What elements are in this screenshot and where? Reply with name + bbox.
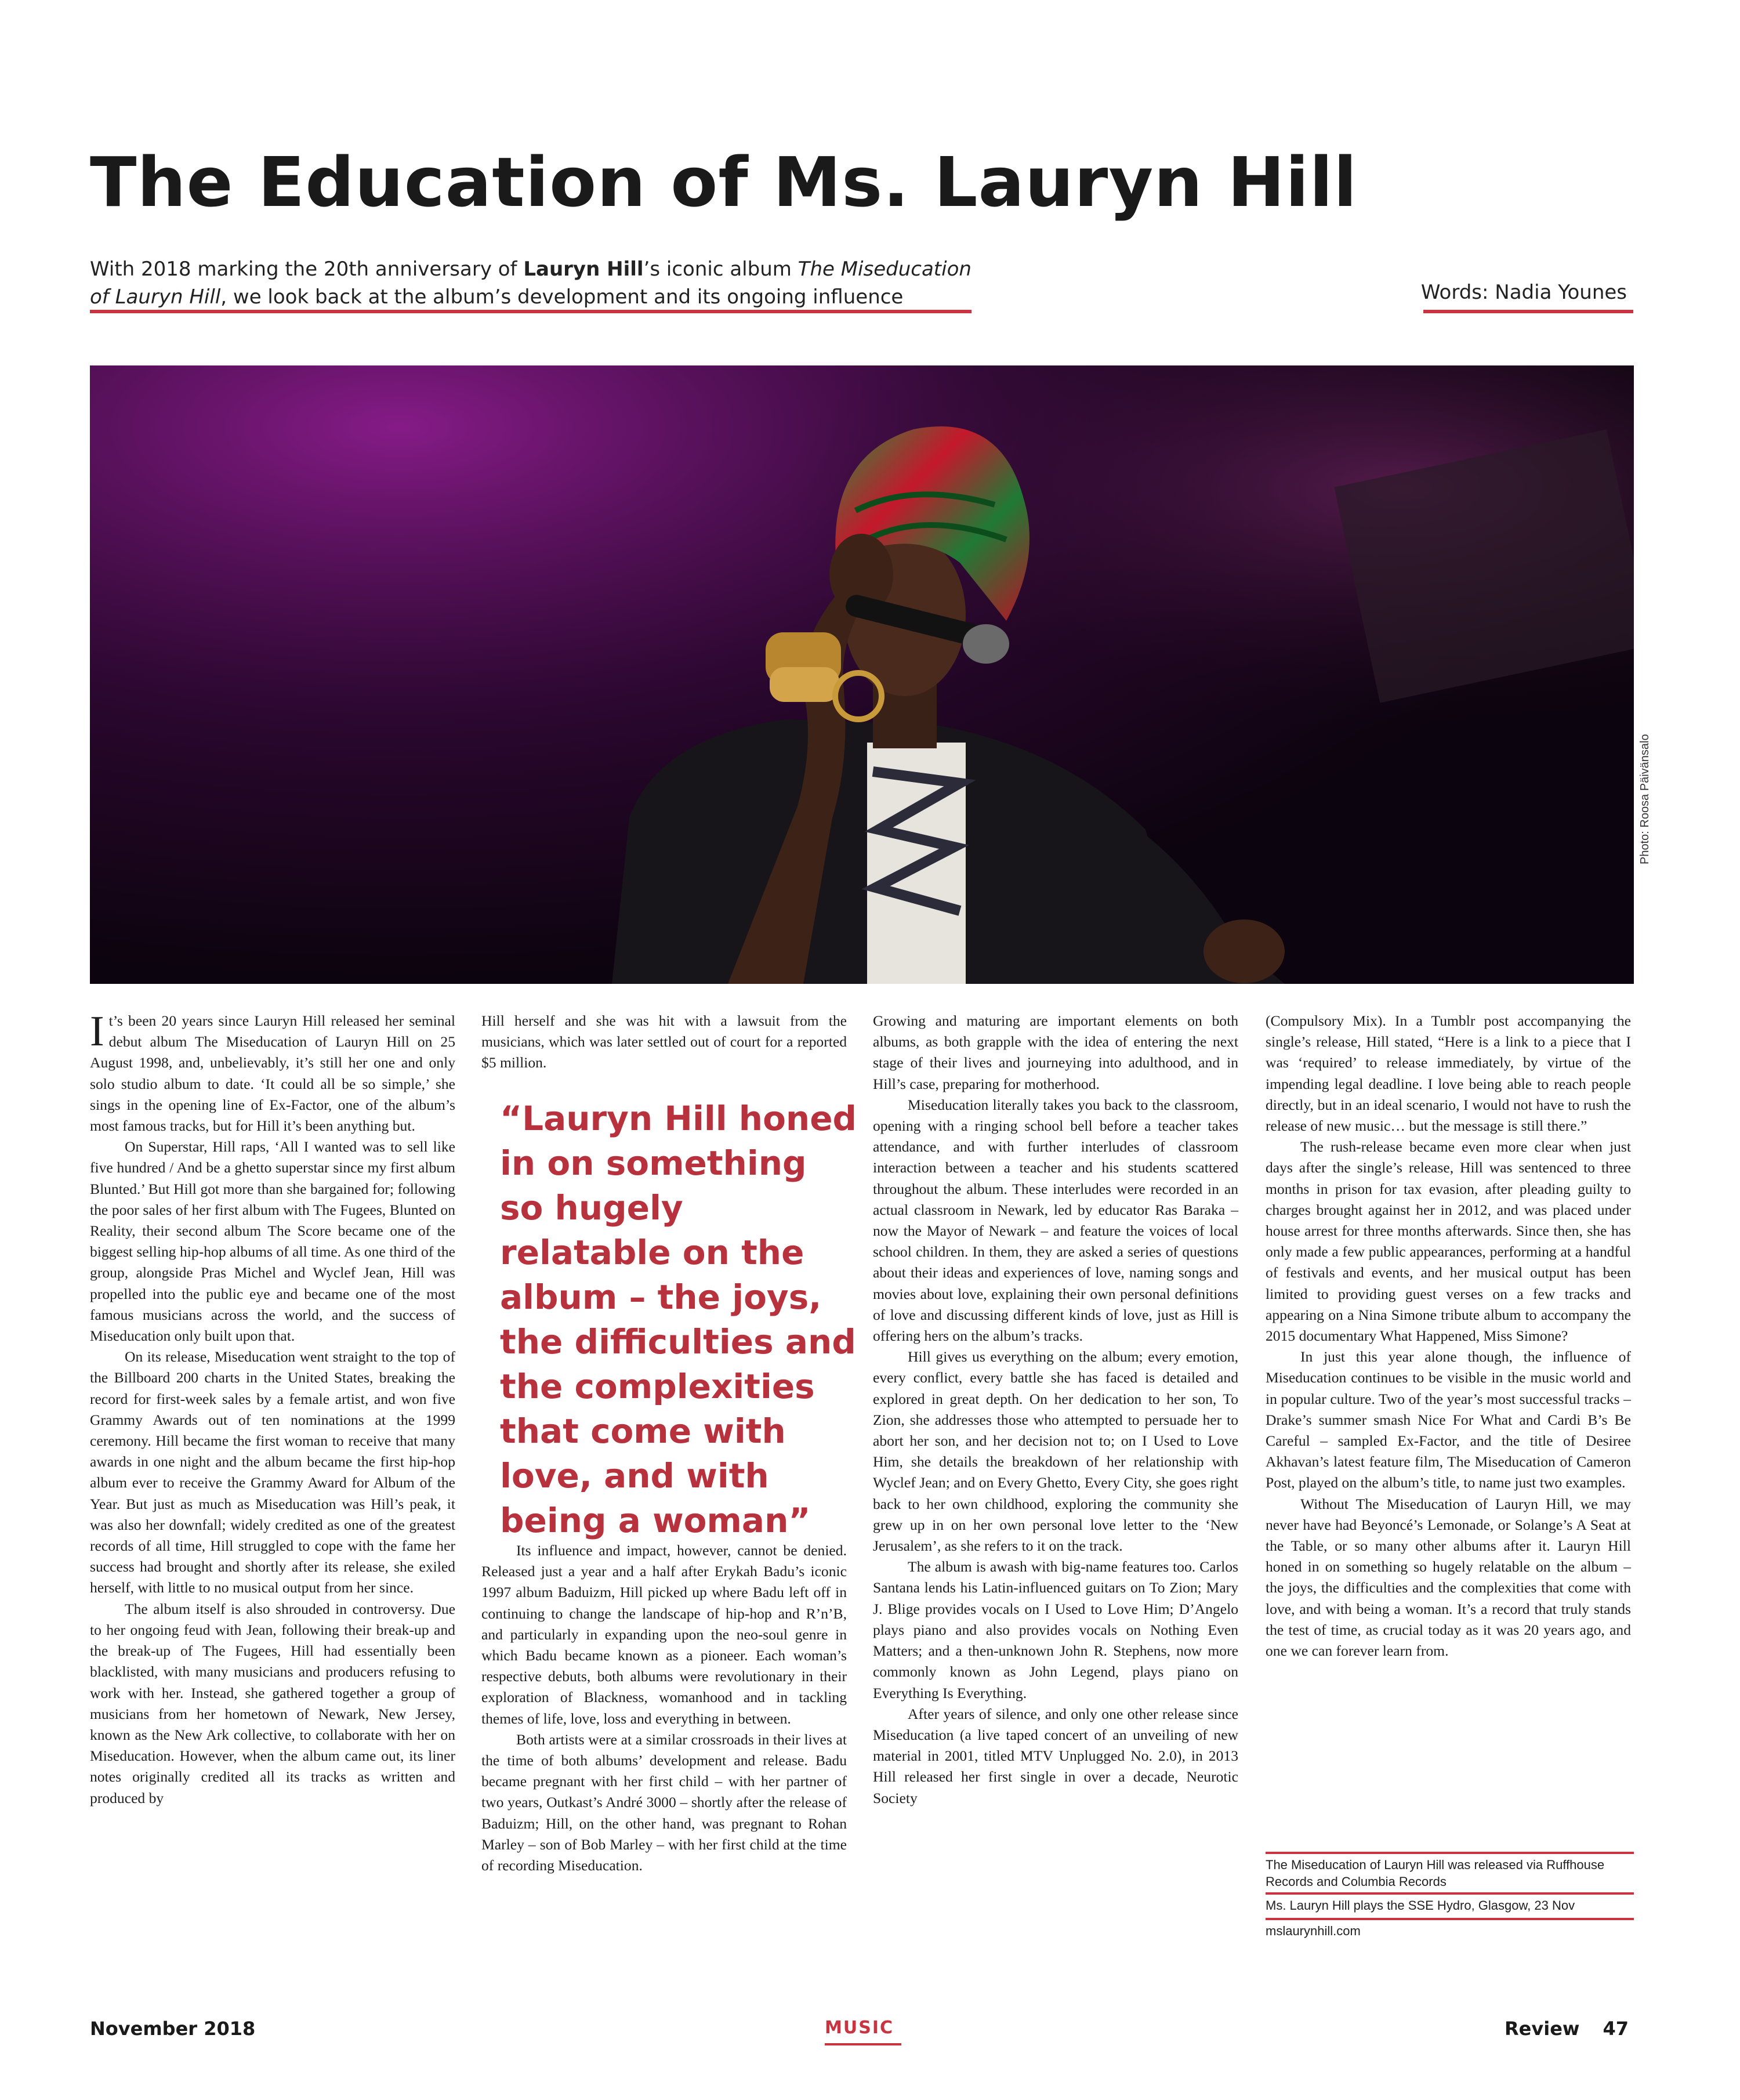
paragraph: Hill herself and she was hit with a lawsuit from the musicians, which was later settled out of court for a reported $5 million. xyxy=(481,1012,847,1071)
performer-illustration xyxy=(90,365,1634,984)
column-1 xyxy=(90,1008,455,1809)
issue-date: November 2018 xyxy=(90,2018,256,2040)
page-number: 47 xyxy=(1603,2018,1629,2040)
paragraph: In just this year alone though, the influence of Miseducation continues to be visible in the music world and in popular culture. Two of the year’s most successful tracks – Drake’s summer smash Nice For What and Cardi B’s Be Careful – sampled Ex-Factor, and the title of Desiree Akhavan’s latest feature film, The Miseducation of Cameron Post, played on the album’s title, to name just two examples. xyxy=(1266,1348,1631,1491)
paragraph: Growing and maturing are important elements on both albums, as both grapple with the idea of entering the next stage of their lives and journeying into adulthood, and in Hill’s case, preparing for motherhood. xyxy=(873,1012,1238,1092)
gig-info: Ms. Lauryn Hill plays the SSE Hydro, Glasgow, 23 Nov xyxy=(1266,1898,1575,1913)
section-label[interactable]: MUSIC xyxy=(825,2018,894,2038)
paragraph: Miseducation literally takes you back to the classroom, opening with a ringing school bell before a teacher takes attendance, and with further interludes of classroom interaction between a teacher and his students scattered throughout the album. These interludes were recorded in an actual classroom in Newark, led by educator Ras Baraka – now the Mayor of Newark – and feature the voices of local school children. In them, they are asked a series of questions about their ideas and experiences of love, naming songs and movies about love, explaining their own personal definitions of love and discussing different kinds of love, just as Hill is offering hers on the album’s tracks. xyxy=(873,1096,1238,1345)
footer-right xyxy=(1505,2018,1629,2040)
paragraph: On Superstar, Hill raps, ‘All I wanted was to sell like five hundred / And be a ghetto superstar since my first album Blunted.’ But Hill got more than she bargained for; following the poor sales of her first album with The Fugees, Blunted on Reality, their second album The Score became one of the biggest selling hip-hop albums of all time. As one third of the group, alongside Pras Michel and Wyclef Jean, Hill was propelled into the public eye and became one of the most famous musicians across the world, and the success of Miseducation only built upon that. xyxy=(90,1138,455,1345)
byline: Words: Nadia Younes xyxy=(1420,281,1627,304)
column-2-top xyxy=(481,1011,847,1074)
hero-photo xyxy=(90,365,1634,984)
paragraph: The album is awash with big-name features too. Carlos Santana lends his Latin-influenced guitars on To Zion; Mary J. Blige provides vocals on I Used to Love Him; D’Angelo plays piano and also provides vocals on Nothing Even Matters; and a then-unknown John R. Stephens, now more commonly known as John Legend, plays piano on Everything Is Everything. xyxy=(873,1558,1238,1701)
paragraph: (Compulsory Mix). In a Tumblr post accompanying the single’s release, Hill stated, “Here is a link to a piece that I was ‘required’ to release immediately, by virtue of the impending legal deadline. I love being able to reach people directly, but in an ideal scenario, I would not have to rush the release of new music… but the message is still there.” xyxy=(1266,1012,1631,1135)
column-3 xyxy=(873,1011,1238,1809)
info-rule-mid xyxy=(1266,1892,1634,1895)
info-rule-bottom xyxy=(1266,1918,1634,1920)
website-link[interactable]: mslaurynhill.com xyxy=(1266,1924,1361,1938)
paragraph: Hill gives us everything on the album; every emotion, every conflict, every battle she has faced is detailed and explored in great depth. On her dedication to her son, To Zion, she addresses those who attempted to persuade her to abort her son, and her decision not to; on I Used to Love Him, she details the breakdown of her relationship with Wyclef Jean; and on Every Ghetto, Every City, she goes right back to her own childhood, exploring the community she grew up in on her own personal love letter to the ‘New Jerusalem’, as she refers to it on the track. xyxy=(873,1348,1238,1555)
info-rule-top xyxy=(1266,1852,1634,1854)
paragraph: Its influence and impact, however, cannot be denied. Released just a year and a half after Erykah Badu’s iconic 1997 album Baduizm, Hill picked up where Badu left off in continuing to change the landscape of hip-hop and R’n’B, and particularly in expanding upon the neo-soul genre in which Badu became known as a pioneer. Each woman’s respective debuts, both albums were revolutionary in their exploration of Blackness, womanhood and in tackling themes of life, love, loss and everything in between. xyxy=(481,1542,847,1727)
photo-credit: Photo: Roosa Päivänsalo xyxy=(1638,734,1651,864)
paragraph: The rush-release became even more clear when just days after the single’s release, Hill was sentenced to three months in prison for tax evasion, after pleading guilty to charges brought against her in 2012, and was placed under house arrest for three months afterwards. Since then, she has only made a few public appearances, performing at a handful of festivals and events, and her musical output has been limited to providing guest verses on a few tracks and appearing on a Nina Simone tribute album to accompany the 2015 documentary What Happened, Miss Simone? xyxy=(1266,1138,1631,1345)
fist xyxy=(1204,919,1285,983)
paragraph: The album itself is also shrouded in controversy. Due to her ongoing feud with Jean, following their break-up and the break-up of The Fugees, Hill had essentially been blacklisted, with many musicians and producers refusing to work with her. Instead, she gathered together a group of musicians from her hometown of Newark, New Jersey, known as the New Ark collective, to collaborate with her on Miseducation. However, when the album came out, its liner notes originally credited all its tracks as written and produced by xyxy=(90,1600,455,1806)
gold-bracelets-2 xyxy=(770,667,839,702)
paragraph: On its release, Miseducation went straight to the top of the Billboard 200 charts in the United States, breaking the record for first-week sales by a female artist, and won five Grammy Awards out of ten nominations at the 1999 ceremony. Hill became the first woman to receive that many awards in one night and the album became the first hip-hop album ever to receive the Grammy Award for Album of the Year. But just as much as Miseducation was Hill’s peak, it was also her downfall; widely credited as one of the greatest records of all time, Hill struggled to cope with the fame her success had brought and shortly after its release, she exiled herself, with little to no musical output from her since. xyxy=(90,1348,455,1596)
byline-underline xyxy=(1423,310,1633,313)
drop-cap: I xyxy=(90,1008,104,1055)
column-4 xyxy=(1266,1011,1631,1661)
article-title: The Education of Ms. Lauryn Hill xyxy=(90,142,1358,222)
standfirst: With 2018 marking the 20th anniversary of Lauryn Hill’s iconic album The Miseducation of Lauryn Hill, we look back at the album’s development and its ongoing influence xyxy=(90,258,971,309)
section-underline xyxy=(825,2043,901,2045)
paragraph: It’s been 20 years since Lauryn Hill released her seminal debut album The Miseducation of Lauryn Hill on 25 August 1998, and, unbelievably, it’s still her one and only solo studio album to date. ‘It could all be so simple,’ she sings in the opening line of Ex-Factor, one of the album’s most famous tracks, but for Hill it’s been anything but. xyxy=(90,1008,455,1135)
column-2-bottom xyxy=(481,1540,847,1876)
microphone-head xyxy=(963,624,1009,664)
release-info: The Miseducation of Lauryn Hill was released via Ruffhouse Records and Columbia Records xyxy=(1266,1858,1605,1889)
paragraph: Both artists were at a similar crossroads in their lives at the time of both albums’ development and release. Badu became pregnant with her first child – with her partner of two years, Outkast’s André 3000 – shortly after the release of Baduizm; Hill, on the other hand, was pregnant to Rohan Marley – son of Bob Marley – with her first child at the time of recording Miseducation. xyxy=(481,1730,847,1874)
pull-quote: “Lauryn Hill honed in on something so hugely relatable on the album – the joys, the difficulties and the complexities that come with love, and with being a woman” xyxy=(500,1099,857,1540)
paragraph: Without The Miseducation of Lauryn Hill, we may never have had Beyoncé’s Lemonade, or Solange’s A Seat at the Table, or so many other albums after it. Lauryn Hill honed in on something so hugely relatable on the album – the joys, the difficulties and the complexities that come with love, and with being a woman. It’s a record that truly stands the test of time, as crucial today as it was 20 years ago, and one we can forever learn from. xyxy=(1266,1495,1631,1660)
standfirst-album: The Miseducation of Lauryn Hill xyxy=(90,258,971,309)
standfirst-underline xyxy=(90,310,971,313)
paragraph: After years of silence, and only one other release since Miseducation (a live taped concert of an unveiling of new material in 2001, titled MTV Unplugged No. 2.0), in 2013 Hill released her first single in over a decade, Neurotic Society xyxy=(873,1705,1238,1806)
standfirst-artist: Lauryn Hill xyxy=(523,258,644,281)
magazine-name: Review xyxy=(1505,2018,1580,2040)
